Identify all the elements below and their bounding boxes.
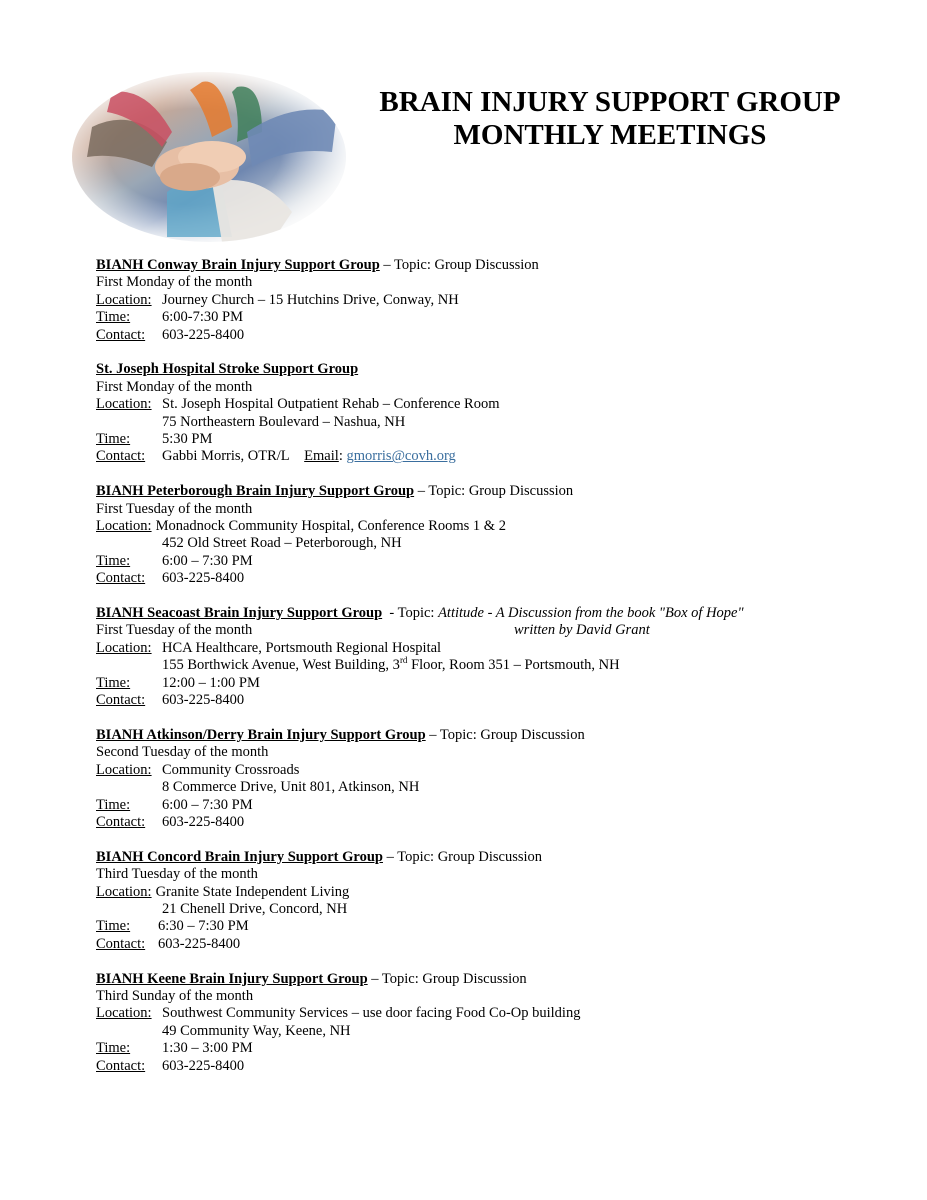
location-line-1: Journey Church – 15 Hutchins Drive, Conway, NH (162, 291, 459, 308)
time-label: Time: (96, 796, 131, 813)
time-value: 6:00 – 7:30 PM (162, 796, 253, 813)
group-concord (96, 849, 876, 953)
schedule: First Tuesday of the month (96, 622, 253, 639)
contact-value: Gabbi Morris, OTR/L (162, 448, 290, 465)
floor-suffix: rd (399, 655, 408, 666)
location-line-1: St. Joseph Hospital Outpatient Rehab – Conference Room (162, 396, 500, 413)
contact-value: 603-225-8400 (158, 935, 241, 952)
page-title (350, 86, 870, 152)
contact-value: 603-225-8400 (162, 570, 245, 587)
contact-label: Contact: (96, 692, 146, 709)
schedule: First Monday of the month (96, 274, 253, 291)
topic-author: written by David Grant (514, 622, 650, 639)
group-atkinson-derry (96, 727, 876, 831)
time-label: Time: (96, 1040, 131, 1057)
topic-prefix: – Topic: (379, 257, 435, 273)
group-seacoast (96, 605, 876, 709)
group-name: St. Joseph Hospital Stroke Support Group (96, 361, 359, 378)
contact-value: 603-225-8400 (162, 1057, 245, 1074)
group-name: BIANH Atkinson/Derry Brain Injury Support Group (96, 726, 426, 743)
topic-prefix: – Topic: (425, 726, 481, 743)
location-line-1: Monadnock Community Hospital, Conference Rooms 1 & 2 (155, 518, 506, 535)
time-value: 6:30 – 7:30 PM (158, 918, 249, 935)
time-value: 12:00 – 1:00 PM (162, 674, 260, 691)
location-line-2: 49 Community Way, Keene, NH (162, 1022, 351, 1039)
contact-label: Contact: (96, 1057, 146, 1074)
topic-prefix: - Topic: (382, 605, 439, 622)
schedule: Second Tuesday of the month (96, 744, 269, 761)
location-line-2: 8 Commerce Drive, Unit 801, Atkinson, NH (162, 779, 420, 796)
location-line-2a: 155 Borthwick Avenue, West Building, 3 (162, 657, 400, 674)
location-label: Location: (96, 291, 152, 308)
contact-label: Contact: (96, 935, 146, 952)
topic: Group Discussion (434, 257, 539, 273)
location-line-2: 452 Old Street Road – Peterborough, NH (162, 535, 402, 552)
time-label: Time: (96, 431, 131, 448)
schedule: First Monday of the month (96, 378, 253, 395)
group-name: BIANH Concord Brain Injury Support Group (96, 848, 383, 865)
meetings-list (96, 257, 876, 1092)
time-label: Time: (96, 918, 131, 935)
time-value: 6:00 – 7:30 PM (162, 552, 253, 569)
location-label: Location: (96, 639, 152, 656)
contact-value: 603-225-8400 (162, 692, 245, 709)
contact-label: Contact: (96, 813, 146, 830)
location-line-2b: Floor, Room 351 – Portsmouth, NH (407, 657, 620, 674)
schedule: First Tuesday of the month (96, 500, 253, 517)
location-line-2: 75 Northeastern Boulevard – Nashua, NH (162, 413, 406, 430)
group-name: BIANH Seacoast Brain Injury Support Group (96, 605, 383, 622)
topic-prefix: – Topic: (367, 970, 423, 987)
group-peterborough (96, 483, 876, 587)
time-value: 1:30 – 3:00 PM (162, 1040, 253, 1057)
topic-prefix: – Topic: (382, 848, 438, 865)
group-name: BIANH Conway Brain Injury Support Group (96, 257, 380, 273)
topic: Attitude - A Discussion from the book "Box of Hope" (438, 605, 744, 622)
contact-label: Contact: (96, 570, 146, 587)
location-line-1: HCA Healthcare, Portsmouth Regional Hospital (162, 639, 442, 656)
title-line-1: BRAIN INJURY SUPPORT GROUP (379, 86, 841, 118)
time-value: 5:30 PM (162, 431, 213, 448)
time-label: Time: (96, 552, 131, 569)
time-value: 6:00-7:30 PM (162, 309, 243, 326)
schedule: Third Sunday of the month (96, 987, 254, 1004)
location-label: Location: (96, 761, 152, 778)
time-label: Time: (96, 674, 131, 691)
time-label: Time: (96, 309, 131, 326)
contact-value: 603-225-8400 (162, 813, 245, 830)
location-label: Location: (96, 883, 152, 900)
topic: Group Discussion (468, 483, 574, 500)
hands-illustration (72, 72, 346, 242)
location-line-2: 21 Chenell Drive, Concord, NH (162, 900, 348, 917)
topic: Group Discussion (422, 970, 527, 987)
topic: Group Discussion (437, 848, 543, 865)
location-label: Location: (96, 1005, 152, 1022)
location-label: Location: (96, 396, 152, 413)
group-conway (96, 257, 876, 344)
topic: Group Discussion (480, 726, 585, 743)
group-st-joseph: St. Joseph Hospital Stroke Support Group First Monday of the month Location: St. Joseph Hospital Outpatient Rehab – Conference Room 75 Northeastern Boulevard – Nashua, NH Time: 5:30 PM Contact: Gabbi Morris, OTR/L Email: gmorris@covh.org (96, 361, 876, 465)
location-line-2 (96, 657, 876, 674)
contact-value: 603-225-8400 (162, 326, 245, 343)
group-keene (96, 971, 876, 1075)
location-line-1: Community Crossroads (162, 761, 300, 778)
location-label: Location: (96, 518, 152, 535)
schedule: Third Tuesday of the month (96, 866, 258, 883)
title-line-2: MONTHLY MEETINGS (453, 119, 767, 151)
group-name: BIANH Peterborough Brain Injury Support Group (96, 483, 415, 500)
group-name: BIANH Keene Brain Injury Support Group (96, 970, 368, 987)
location-line-1: Southwest Community Services – use door facing Food Co-Op building (162, 1005, 581, 1022)
topic-prefix: – Topic: (414, 483, 469, 500)
email-link[interactable]: gmorris@covh.org (346, 448, 456, 465)
stacked-hands-photo (72, 72, 346, 242)
contact-label: Contact: (96, 326, 146, 343)
email-label: Email (304, 448, 339, 465)
contact-label: Contact: (96, 448, 146, 465)
location-line-1: Granite State Independent Living (155, 883, 350, 900)
